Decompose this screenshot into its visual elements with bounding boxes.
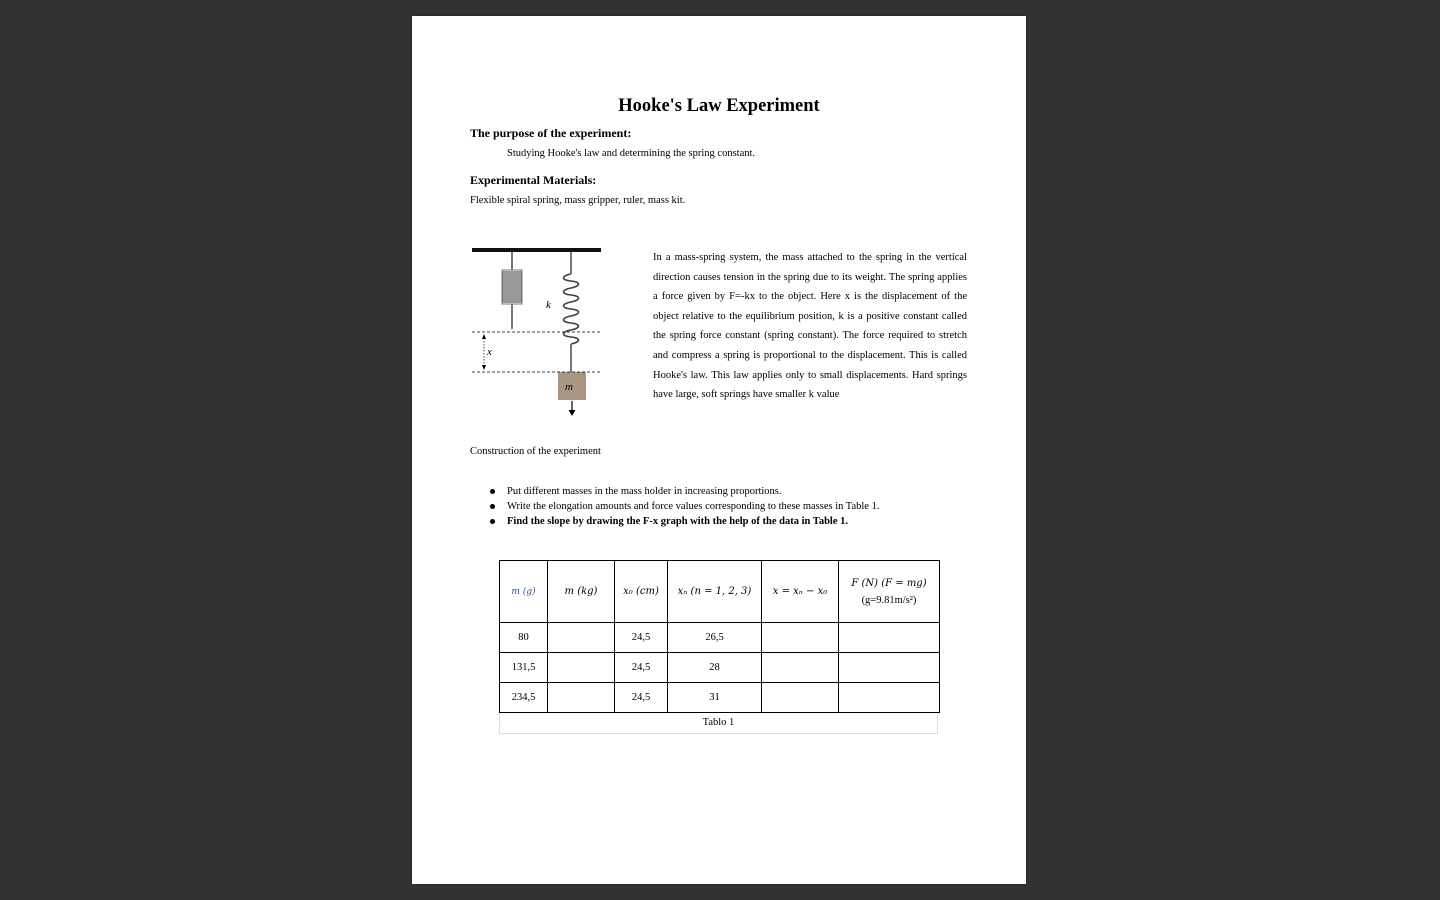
column-header: m (g) (500, 561, 548, 623)
bullet-dot-icon (490, 504, 495, 509)
purpose-text: Studying Hooke's law and determining the spring constant. (507, 148, 756, 159)
table-cell (762, 623, 839, 653)
table-header-row (500, 561, 940, 623)
spring-diagram (470, 244, 605, 424)
table-cell: 28 (668, 653, 762, 683)
column-header: xₙ (n = 1, 2, 3) (668, 561, 762, 623)
list-item: Find the slope by drawing the F-x graph with the help of the data in Table 1. (487, 514, 967, 529)
column-header: m (kg) (548, 561, 615, 623)
bullet-dot-icon (490, 519, 495, 524)
table-cell: 24,5 (615, 623, 668, 653)
table-cell: 234,5 (500, 683, 548, 713)
table-row (500, 683, 940, 713)
table-cell (839, 683, 940, 713)
table-cell: 131,5 (500, 653, 548, 683)
ceiling-bar (472, 248, 601, 252)
label-k: k (546, 299, 551, 311)
data-table (499, 560, 940, 713)
steps-list (487, 484, 967, 529)
materials-text: Flexible spiral spring, mass gripper, ruler, mass kit. (470, 195, 686, 206)
materials-heading: Experimental Materials: (470, 173, 597, 187)
left-compressed-spring (502, 270, 522, 304)
document-title: Hooke's Law Experiment (618, 96, 820, 116)
table-cell (839, 653, 940, 683)
column-header: x₀ (cm) (615, 561, 668, 623)
table-cell (548, 623, 615, 653)
table-cell: 24,5 (615, 653, 668, 683)
gravity-note: (g=9.81m/s²) (861, 594, 917, 606)
table-cell (762, 683, 839, 713)
table-cell: 24,5 (615, 683, 668, 713)
table-cell (762, 653, 839, 683)
list-item: Write the elongation amounts and force values corresponding to these masses in Table 1. (487, 499, 967, 514)
gravity-arrow-head (569, 410, 576, 416)
construction-label: Construction of the experiment (470, 446, 601, 457)
right-extended-spring (564, 274, 579, 344)
force-header-label: F (N) (F = mg) (851, 577, 927, 589)
table-cell (839, 623, 940, 653)
description-paragraph: In a mass-spring system, the mass attached to the spring in the vertical direction causes tension in the spring due to its weight. The spring applies a force given by F=-kx to the object. Here x is the displacement of the object relative to the equilibrium position, k is a positive constant called the spring force constant (spring constant). The force required to stretch and compress a spring is proportional to the displacement. This is called Hooke's law. This law applies only to small displacements. Hard springs have large, soft springs have smaller k value (653, 252, 967, 401)
label-m: m (565, 381, 573, 393)
bullet-dot-icon (490, 489, 495, 494)
table-cell (548, 653, 615, 683)
table-cell: 80 (500, 623, 548, 653)
column-header: x = xₙ − x₀ (762, 561, 839, 623)
list-item: Put different masses in the mass holder in increasing proportions. (487, 484, 967, 499)
purpose-heading: The purpose of the experiment: (470, 126, 632, 140)
table-cell (548, 683, 615, 713)
table-cell: 26,5 (668, 623, 762, 653)
label-x: x (487, 346, 492, 358)
table-caption: Tablo 1 (499, 713, 938, 734)
table-row (500, 623, 940, 653)
table-row (500, 653, 940, 683)
document-page (412, 16, 1026, 884)
column-header-force (839, 561, 940, 623)
table-cell: 31 (668, 683, 762, 713)
